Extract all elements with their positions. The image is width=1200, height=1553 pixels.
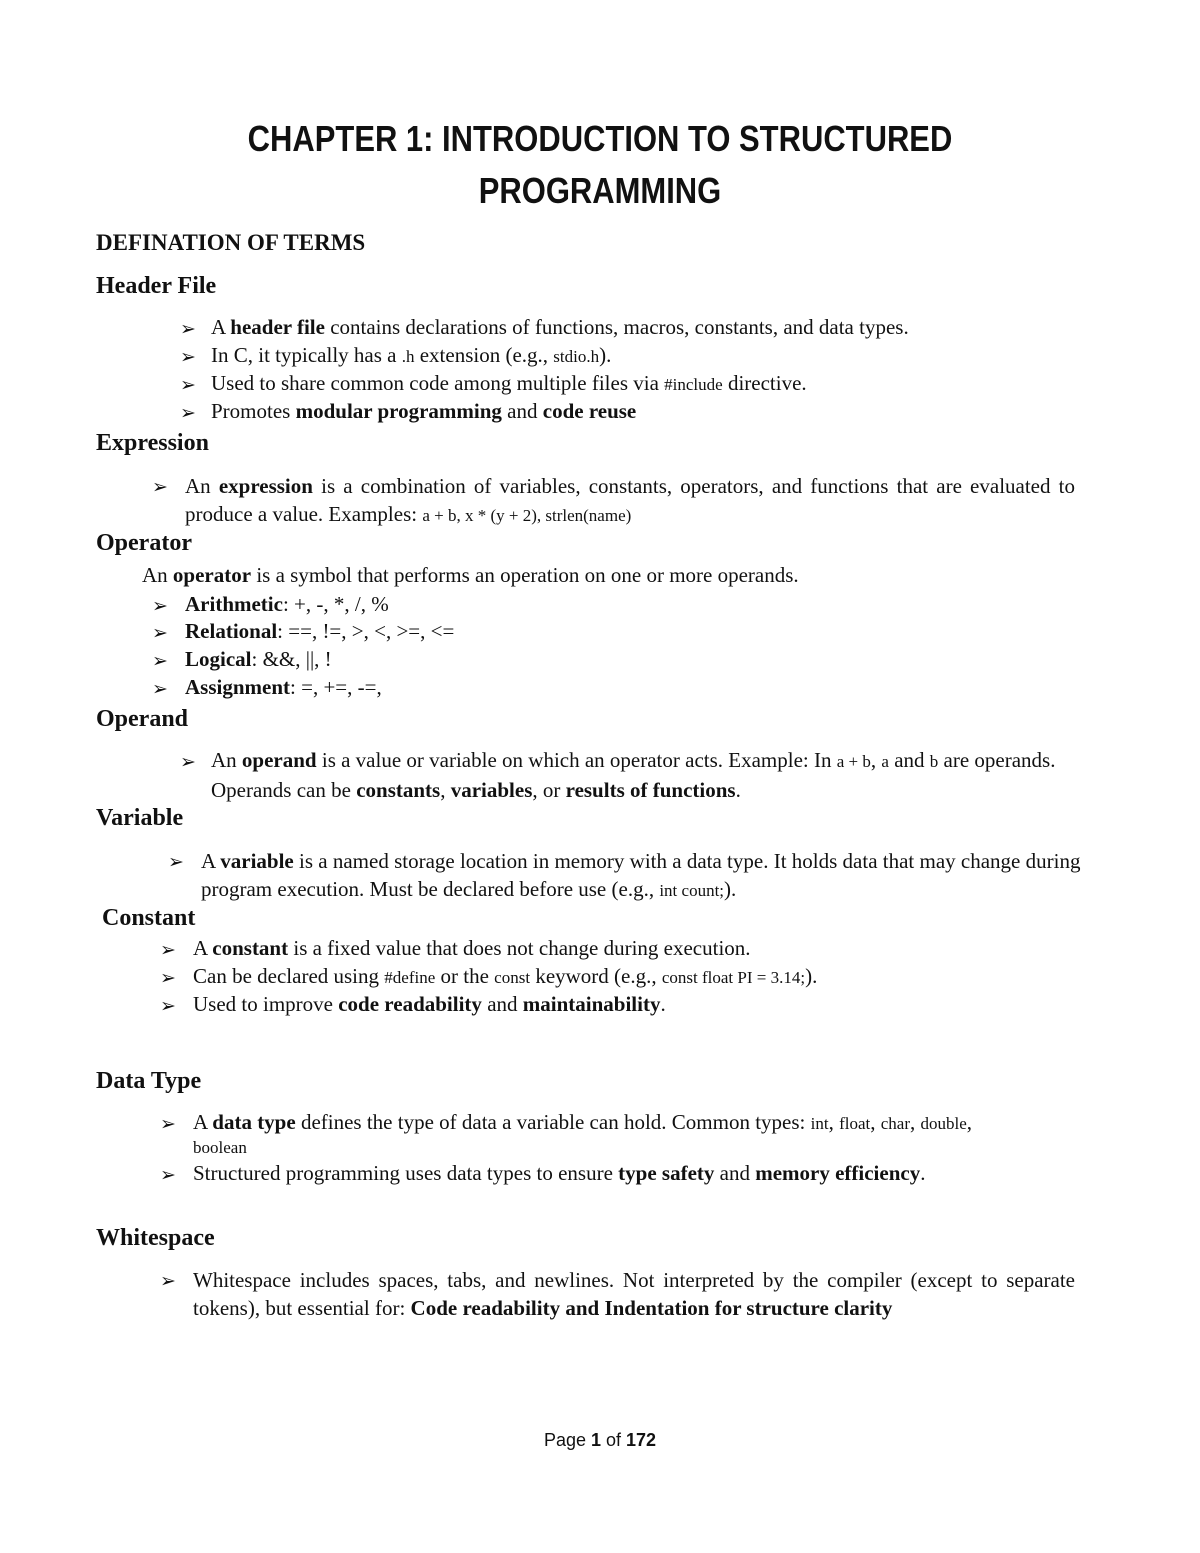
header-file-bullet-4: Promotes modular programming and code reuse bbox=[211, 399, 637, 423]
heading-header-file: Header File bbox=[96, 273, 217, 299]
bullet-arrow-icon: ➢ bbox=[160, 1165, 176, 1186]
data-type-bullet-1: A data type defines the type of data a variable can hold. Common types: int, float, char, double, bbox=[193, 1110, 973, 1134]
bullet-arrow-icon: ➢ bbox=[160, 1114, 176, 1135]
constant-bullet-2: Can be declared using #define or the const keyword (e.g., const float PI = 3.14;). bbox=[193, 964, 818, 988]
heading-whitespace: Whitespace bbox=[96, 1225, 215, 1251]
operator-item-relational: Relational: ==, !=, >, <, >=, <= bbox=[185, 619, 455, 643]
bullet-arrow-icon: ➢ bbox=[180, 319, 196, 340]
header-file-bullet-3: Used to share common code among multiple files via #include directive. bbox=[211, 371, 807, 395]
bullet-arrow-icon: ➢ bbox=[180, 403, 196, 424]
header-file-bullet-2: In C, it typically has a .h extension (e.g., stdio.h). bbox=[211, 343, 612, 367]
whitespace-paragraph: Whitespace includes spaces, tabs, and newlines. Not interpreted by the compiler (except to separate tokens), but essential for: Code readability and Indentation for structure clarity bbox=[193, 1268, 1075, 1320]
bullet-arrow-icon: ➢ bbox=[152, 477, 168, 498]
header-file-bullet-1: A header file contains declarations of functions, macros, constants, and data types. bbox=[211, 315, 909, 339]
bullet-arrow-icon: ➢ bbox=[180, 375, 196, 396]
bullet-arrow-icon: ➢ bbox=[160, 996, 176, 1017]
section-heading: DEFINATION OF TERMS bbox=[96, 230, 366, 255]
variable-paragraph: A variable is a named storage location in memory with a data type. It holds data that may change during program execution. Must be declared before use (e.g., int count;). bbox=[201, 849, 1081, 901]
bullet-arrow-icon: ➢ bbox=[160, 968, 176, 989]
heading-variable: Variable bbox=[96, 805, 184, 831]
heading-operand: Operand bbox=[96, 706, 189, 732]
page-footer: Page 1 of 172 bbox=[543, 1430, 657, 1450]
page-title-line2: PROGRAMMING bbox=[478, 170, 722, 211]
bullet-arrow-icon: ➢ bbox=[152, 679, 168, 700]
data-type-bullet-2: Structured programming uses data types to ensure type safety and memory efficiency. bbox=[193, 1161, 926, 1185]
bullet-arrow-icon: ➢ bbox=[152, 651, 168, 672]
bullet-arrow-icon: ➢ bbox=[180, 347, 196, 368]
operator-intro: An operator is a symbol that performs an operation on one or more operands. bbox=[142, 563, 799, 587]
expression-paragraph: An expression is a combination of variables, constants, operators, and functions that are evaluated to produce a value. Examples: a + b, x * (y + 2), strlen(name) bbox=[185, 474, 1075, 526]
page-title-line1: CHAPTER 1: INTRODUCTION TO STRUCTURED bbox=[247, 118, 953, 159]
heading-constant: Constant bbox=[102, 905, 196, 931]
operator-item-assignment: Assignment: =, +=, -=, bbox=[185, 675, 382, 699]
heading-data-type: Data Type bbox=[96, 1068, 202, 1094]
heading-operator: Operator bbox=[96, 530, 192, 556]
operand-paragraph: An operand is a value or variable on which an operator acts. Example: In a + b, a and b are operands. Operands can be constants, variables, or results of functions. bbox=[211, 748, 1056, 802]
bullet-arrow-icon: ➢ bbox=[152, 596, 168, 617]
heading-expression: Expression bbox=[96, 430, 209, 456]
bullet-arrow-icon: ➢ bbox=[160, 940, 176, 961]
constant-bullet-1: A constant is a fixed value that does not change during execution. bbox=[193, 936, 751, 960]
constant-bullet-3: Used to improve code readability and maintainability. bbox=[193, 992, 666, 1016]
operator-item-arithmetic: Arithmetic: +, -, *, /, % bbox=[185, 592, 389, 616]
bullet-arrow-icon: ➢ bbox=[180, 752, 196, 773]
data-type-boolean: boolean bbox=[193, 1138, 247, 1157]
bullet-arrow-icon: ➢ bbox=[152, 623, 168, 644]
bullet-arrow-icon: ➢ bbox=[168, 852, 184, 873]
bullet-arrow-icon: ➢ bbox=[160, 1271, 176, 1292]
operator-item-logical: Logical: &&, ||, ! bbox=[185, 647, 332, 671]
